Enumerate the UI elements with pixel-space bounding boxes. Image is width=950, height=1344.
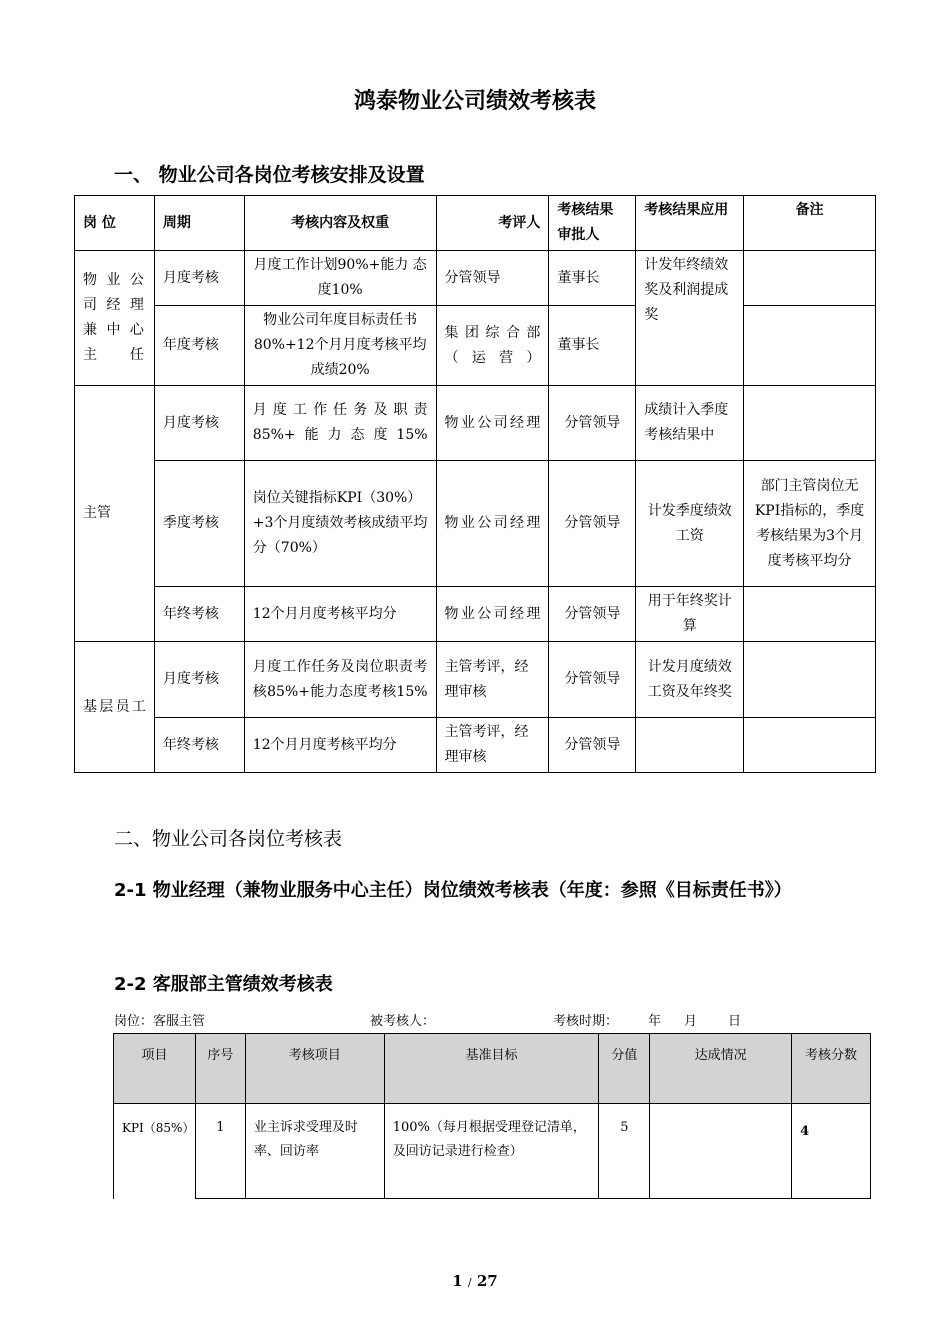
t2-cell-result: 4 xyxy=(792,1104,871,1199)
cell-period: 年度考核 xyxy=(154,306,244,386)
cell-application: 计发季度绩效工资 xyxy=(636,461,744,587)
cell-content: 月度工作任务及职责85%+能力态度15% xyxy=(244,386,436,461)
cell-reviewer: 集团综合部（运营） xyxy=(436,306,549,386)
header-application: 考核结果应用 xyxy=(636,196,744,251)
cell-remark xyxy=(744,251,876,306)
t2-header-target: 基准目标 xyxy=(384,1034,599,1104)
cell-position-manager: 物业公司经理兼中心主任 xyxy=(75,251,155,386)
cell-approver: 分管领导 xyxy=(549,461,636,587)
cell-period: 月度考核 xyxy=(154,386,244,461)
document-title: 鸿泰物业公司绩效考核表 xyxy=(353,89,596,114)
cell-approver: 分管领导 xyxy=(549,642,636,718)
cell-application: 成绩计入季度考核结果中 xyxy=(636,386,744,461)
cell-remark xyxy=(744,587,876,642)
cell-approver: 分管领导 xyxy=(549,386,636,461)
cell-approver: 分管领导 xyxy=(549,718,636,773)
cell-approver: 董事长 xyxy=(549,251,636,306)
info-position: 岗位：客服主管 xyxy=(114,1014,206,1029)
t2-header-item: 项目 xyxy=(114,1034,196,1104)
cell-period: 年终考核 xyxy=(154,587,244,642)
cell-period: 季度考核 xyxy=(154,461,244,587)
cell-approver: 董事长 xyxy=(549,306,636,386)
cell-content: 12个月月度考核平均分 xyxy=(244,587,436,642)
cell-period: 年终考核 xyxy=(154,718,244,773)
cell-reviewer: 主管考评，经理审核 xyxy=(436,642,549,718)
assessment-arrangement-table xyxy=(74,195,876,773)
t2-cell-score: 5 xyxy=(599,1104,650,1199)
cell-application xyxy=(636,718,744,773)
cell-reviewer: 物业公司经理 xyxy=(436,461,549,587)
supervisor-kpi-table xyxy=(113,1033,871,1199)
t2-cell-achievement xyxy=(650,1104,792,1199)
t2-header-result: 考核分数 xyxy=(792,1034,871,1104)
t2-cell-item: KPI（85%） xyxy=(114,1104,196,1199)
header-content: 考核内容及权重 xyxy=(244,196,436,251)
cell-position-supervisor: 主管 xyxy=(75,386,155,642)
cell-content: 月度工作计划90%+能力 态度10% xyxy=(244,251,436,306)
t2-header-no: 序号 xyxy=(195,1034,245,1104)
cell-content: 12个月月度考核平均分 xyxy=(244,718,436,773)
info-day: 日 xyxy=(728,1014,742,1029)
cell-remark xyxy=(744,306,876,386)
page-separator: / xyxy=(467,1276,472,1289)
info-assessee: 被考核人： xyxy=(370,1014,436,1029)
t2-cell-assess-item: 业主诉求受理及时率、回访率 xyxy=(245,1104,384,1199)
cell-content: 月度工作任务及岗位职责考核85%+能力态度考核15% xyxy=(244,642,436,718)
t2-cell-target: 100%（每月根据受理登记清单，及回访记录进行检查） xyxy=(384,1104,599,1199)
info-period-label: 考核时期： xyxy=(553,1014,619,1029)
cell-application: 用于年终奖计算 xyxy=(636,587,744,642)
header-approver: 考核结果审批人 xyxy=(549,196,636,251)
section1-heading: 一、 物业公司各岗位考核安排及设置 xyxy=(114,164,425,186)
cell-remark: 部门主管岗位无KPI指标的，季度考核结果为3个月度考核平均分 xyxy=(744,461,876,587)
cell-reviewer: 物业公司经理 xyxy=(436,386,549,461)
cell-reviewer: 分管领导 xyxy=(436,251,549,306)
cell-content: 物业公司年度目标责任书80%+12个月月度考核平均成绩20% xyxy=(244,306,436,386)
header-remark: 备注 xyxy=(744,196,876,251)
header-period: 周期 xyxy=(154,196,244,251)
cell-content: 岗位关键指标KPI（30%）+3个月度绩效考核成绩平均分（70%） xyxy=(244,461,436,587)
t2-cell-no: 1 xyxy=(195,1104,245,1199)
header-reviewer: 考评人 xyxy=(436,196,549,251)
t2-header-score: 分值 xyxy=(599,1034,650,1104)
cell-position-employee: 基层员工 xyxy=(75,642,155,773)
cell-remark xyxy=(744,386,876,461)
page-total: 27 xyxy=(476,1272,498,1290)
info-month: 月 xyxy=(684,1014,698,1029)
cell-period: 月度考核 xyxy=(154,251,244,306)
cell-approver: 分管领导 xyxy=(549,587,636,642)
cell-application: 计发月度绩效工资及年终奖 xyxy=(636,642,744,718)
t2-header-achievement: 达成情况 xyxy=(650,1034,792,1104)
cell-application: 计发年终绩效奖及利润提成奖 xyxy=(636,251,744,386)
info-year: 年 xyxy=(648,1014,662,1029)
cell-reviewer: 主管考评，经理审核 xyxy=(436,718,549,773)
cell-period: 月度考核 xyxy=(154,642,244,718)
t2-header-assess-item: 考核项目 xyxy=(245,1034,384,1104)
section2-2-heading: 2-2 客服部主管绩效考核表 xyxy=(114,974,333,995)
page-number xyxy=(0,1272,950,1290)
cell-reviewer: 物业公司经理 xyxy=(436,587,549,642)
cell-remark xyxy=(744,642,876,718)
cell-remark xyxy=(744,718,876,773)
section2-1-heading: 2-1 物业经理（兼物业服务中心主任）岗位绩效考核表（年度：参照《目标责任书》） xyxy=(114,880,792,901)
section2-heading: 二、物业公司各岗位考核表 xyxy=(114,828,343,850)
page-current: 1 xyxy=(452,1272,463,1290)
header-position: 岗 位 xyxy=(75,196,155,251)
